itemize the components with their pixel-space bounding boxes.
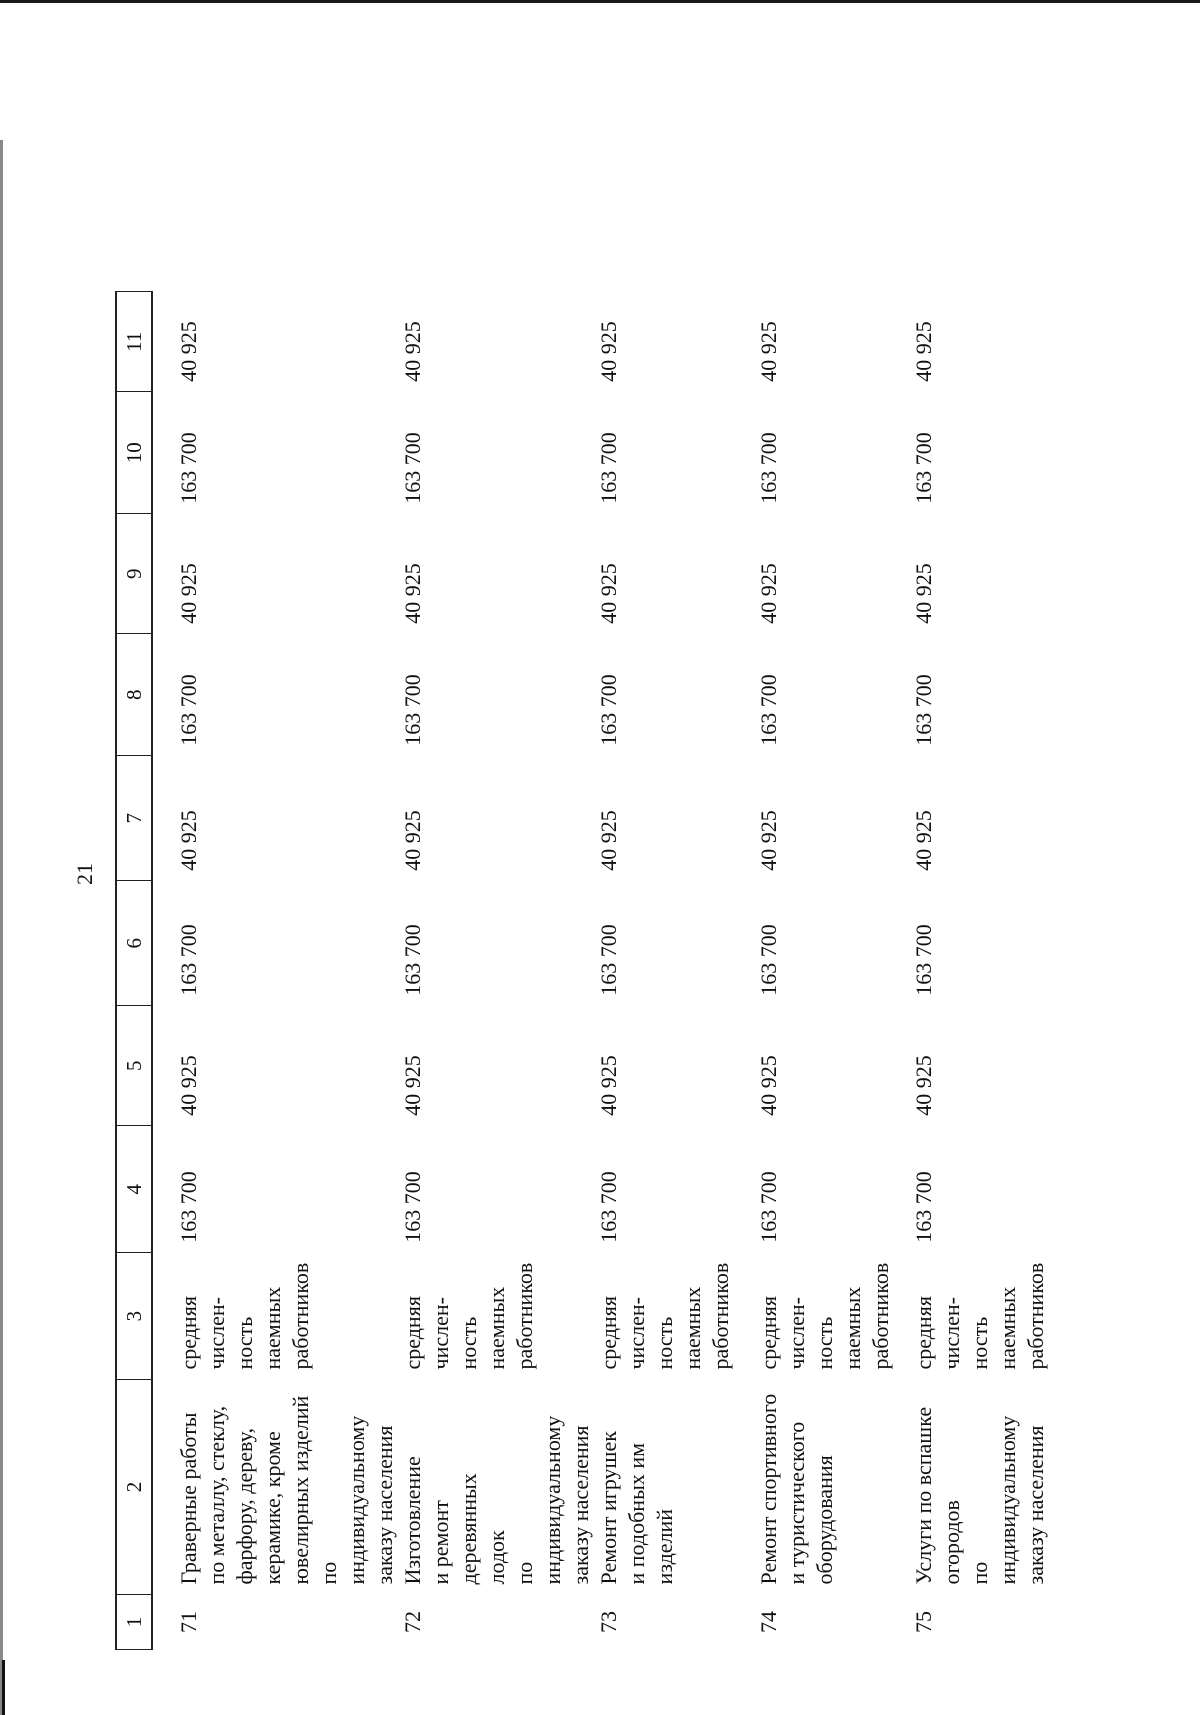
value-cell: 40 925 — [911, 810, 936, 871]
value-cell: 40 925 — [400, 1055, 425, 1116]
table-row — [399, 292, 595, 1650]
header-col-1: 1 — [116, 1595, 152, 1650]
value-cell: 163 700 — [596, 1171, 621, 1243]
value-cell: 40 925 — [400, 321, 425, 382]
row-number: 73 — [596, 1611, 621, 1633]
indicator: средняя числен- ность наемных работников — [596, 1262, 733, 1370]
value-cell: 40 925 — [756, 321, 781, 382]
value-cell: 163 700 — [911, 1171, 936, 1243]
value-cell: 40 925 — [176, 810, 201, 871]
scan-edge-top — [0, 0, 1200, 3]
value-cell: 40 925 — [756, 563, 781, 624]
value-cell: 40 925 — [756, 1055, 781, 1116]
service-name: Граверные работы по металлу, стеклу, фарфору, дереву, керамике, кроме ювелирных изделий по индивидуальному заказу населения — [176, 1395, 397, 1585]
value-cell: 40 925 — [596, 321, 621, 382]
value-cell: 163 700 — [756, 674, 781, 746]
header-col-4: 4 — [116, 1126, 152, 1253]
indicator: средняя числен- ность наемных работников — [176, 1262, 313, 1370]
header-col-6: 6 — [116, 881, 152, 1006]
header-col-11: 11 — [116, 292, 152, 392]
table-row — [755, 292, 910, 1650]
value-cell: 40 925 — [596, 563, 621, 624]
service-name: Ремонт игрушек и подобных им изделий — [596, 1431, 677, 1585]
value-cell: 40 925 — [176, 1055, 201, 1116]
table-row — [910, 292, 1070, 1650]
value-cell: 40 925 — [911, 321, 936, 382]
value-cell: 163 700 — [756, 924, 781, 996]
services-table — [115, 291, 1070, 1650]
indicator: средняя числен- ность наемных работников — [756, 1262, 893, 1370]
service-name: Услуги по вспашке огородов по индивидуальному заказу населения — [911, 1406, 1048, 1585]
value-cell: 40 925 — [911, 563, 936, 624]
value-cell: 163 700 — [596, 924, 621, 996]
row-number: 75 — [911, 1611, 936, 1633]
value-cell: 40 925 — [756, 810, 781, 871]
value-cell: 163 700 — [596, 674, 621, 746]
value-cell: 163 700 — [756, 432, 781, 504]
value-cell: 163 700 — [911, 674, 936, 746]
service-name: Изготовление и ремонт деревянных лодок по индивидуальному заказу населения — [400, 1415, 593, 1585]
value-cell: 40 925 — [400, 563, 425, 624]
table-row — [595, 292, 755, 1650]
header-col-5: 5 — [116, 1006, 152, 1126]
header-col-7: 7 — [116, 756, 152, 881]
scan-mark — [2, 1660, 5, 1715]
indicator: средняя числен- ность наемных работников — [400, 1262, 537, 1370]
service-name: Ремонт спортивного и туристического оборудования — [756, 1393, 837, 1585]
row-number: 74 — [756, 1611, 781, 1633]
header-row — [116, 292, 152, 1650]
header-col-3: 3 — [116, 1253, 152, 1380]
value-cell: 163 700 — [911, 924, 936, 996]
table-row — [152, 292, 399, 1650]
header-col-2: 2 — [116, 1380, 152, 1595]
value-cell: 163 700 — [400, 1171, 425, 1243]
value-cell: 163 700 — [911, 432, 936, 504]
value-cell: 40 925 — [596, 1055, 621, 1116]
value-cell: 40 925 — [400, 810, 425, 871]
value-cell: 40 925 — [911, 1055, 936, 1116]
value-cell: 163 700 — [176, 1171, 201, 1243]
value-cell: 163 700 — [400, 674, 425, 746]
value-cell: 163 700 — [400, 924, 425, 996]
value-cell: 163 700 — [400, 432, 425, 504]
page-number: 21 — [72, 863, 97, 885]
row-number: 72 — [400, 1611, 425, 1633]
value-cell: 163 700 — [596, 432, 621, 504]
value-cell: 40 925 — [176, 321, 201, 382]
header-col-10: 10 — [116, 392, 152, 514]
rotated-page — [0, 100, 1080, 1650]
header-col-9: 9 — [116, 514, 152, 634]
indicator: средняя числен- ность наемных работников — [911, 1262, 1048, 1370]
row-number: 71 — [176, 1611, 201, 1633]
value-cell: 40 925 — [176, 563, 201, 624]
value-cell: 163 700 — [756, 1171, 781, 1243]
value-cell: 40 925 — [596, 810, 621, 871]
value-cell: 163 700 — [176, 924, 201, 996]
header-col-8: 8 — [116, 634, 152, 756]
value-cell: 163 700 — [176, 432, 201, 504]
value-cell: 163 700 — [176, 674, 201, 746]
